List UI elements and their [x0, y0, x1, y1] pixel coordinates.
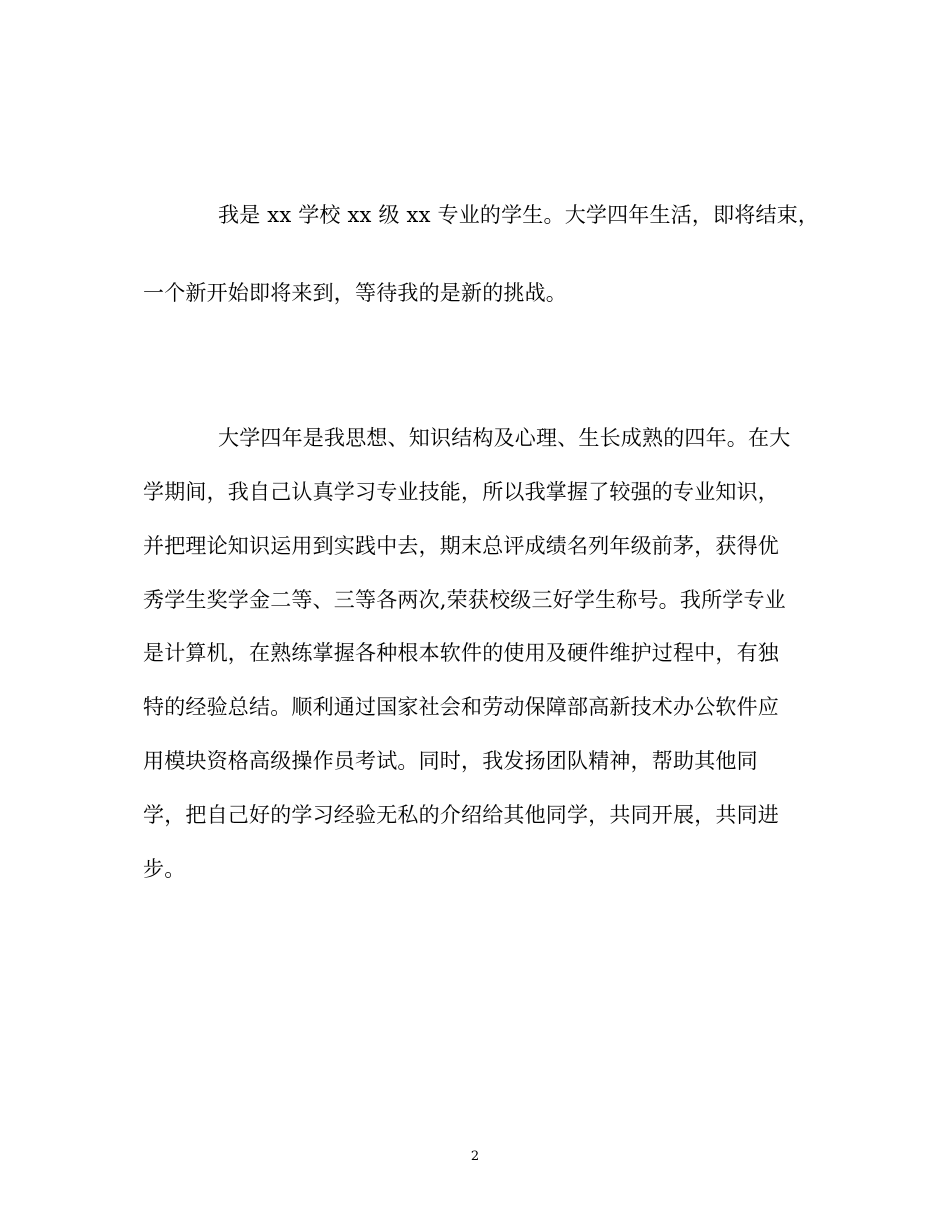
text-line: 步。 [143, 857, 186, 881]
text-line: 秀学生奖学金二等、三等各两次,荣获校级三好学生称号。我所学专业 [143, 588, 786, 612]
text-line: 学，把自己好的学习经验无私的介绍给其他同学，共同开展，共同进 [143, 803, 779, 827]
text-line: 我是 xx 学校 xx 级 xx 专业的学生。大学四年生活，即将结束， [218, 203, 820, 227]
page-number: 2 [470, 1149, 480, 1164]
text-line: 是计算机，在熟练掌握各种根本软件的使用及硬件维护过程中，有独 [143, 641, 779, 665]
text-line: 用模块资格高级操作员考试。同时，我发扬团队精神，帮助其他同 [143, 749, 758, 773]
text-line: 一个新开始即将来到，等待我的是新的挑战。 [143, 281, 567, 305]
text-line: 大学四年是我思想、知识结构及心理、生长成熟的四年。在大 [218, 426, 791, 450]
text-line: 学期间，我自己认真学习专业技能，所以我掌握了较强的专业知识， [143, 480, 779, 504]
text-line: 特的经验总结。顺利通过国家社会和劳动保障部高新技术办公软件应 [143, 695, 779, 719]
text-line: 并把理论知识运用到实践中去，期末总评成绩名列年级前茅，获得优 [143, 534, 779, 558]
